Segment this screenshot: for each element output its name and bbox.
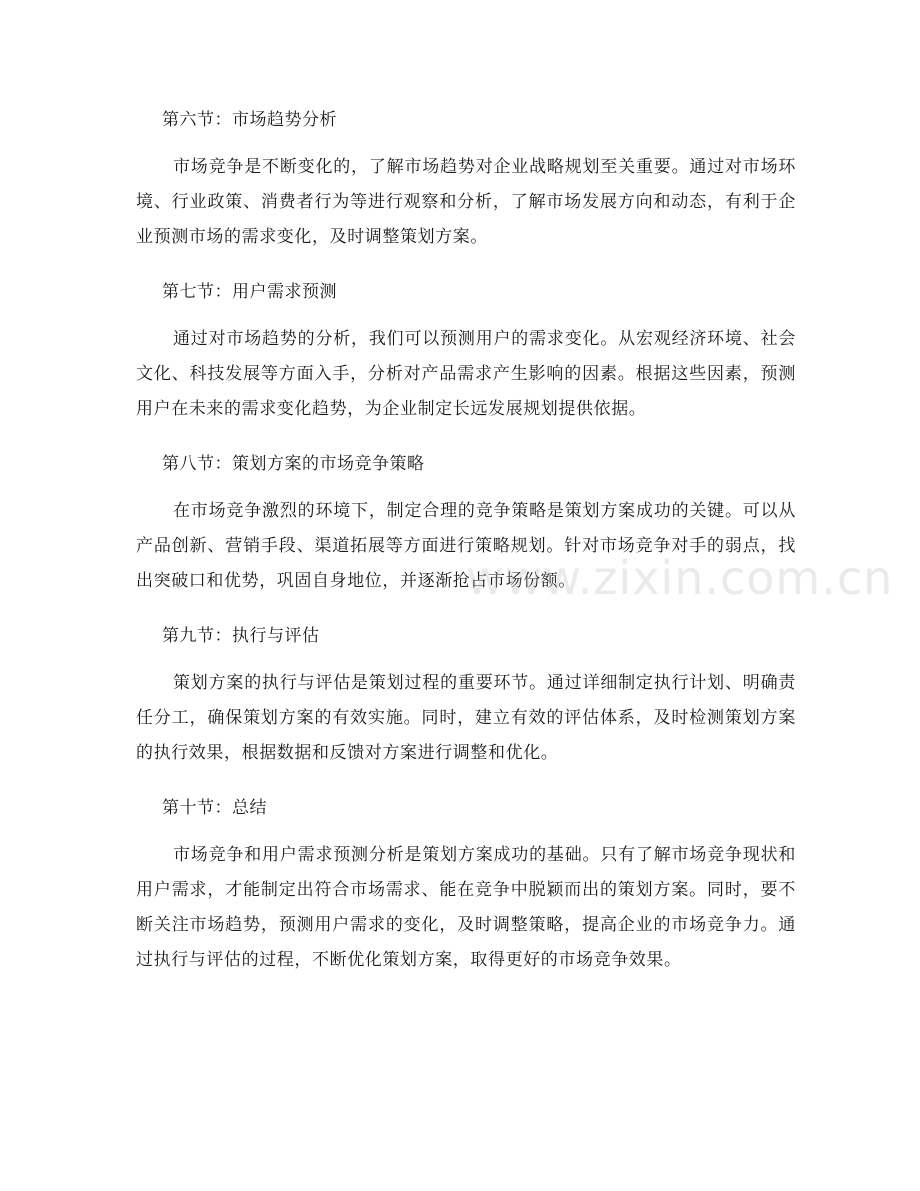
section-paragraph: 在市场竞争激烈的环境下，制定合理的竞争策略是策划方案成功的关键。可以从产品创新、营销手段、渠道拓展等方面进行策略规划。针对市场竞争对手的弱点，找出突破口和优势，巩固自身地位，并逐渐抢占市场份额。 (136, 501, 796, 591)
watermark: www.zixin.com.cn (466, 551, 894, 605)
section-paragraph: 通过对市场趋势的分析，我们可以预测用户的需求变化。从宏观经济环境、社会文化、科技发展等方面入手，分析对产品需求产生影响的因素。根据这些因素，预测用户在未来的需求变化趋势，为企业制定长远发展规划提供依据。 (136, 329, 796, 419)
section-6 (136, 108, 796, 255)
section-heading: 第九节：执行与评估 (162, 626, 320, 646)
section-7 (136, 280, 796, 427)
section-heading: 第八节：策划方案的市场竞争策略 (162, 454, 425, 474)
section-heading: 第七节：用户需求预测 (162, 282, 337, 302)
section-paragraph: 市场竞争是不断变化的，了解市场趋势对企业战略规划至关重要。通过对市场环境、行业政策、消费者行为等进行观察和分析，了解市场发展方向和动态，有利于企业预测市场的需求变化，及时调整策划方案。 (136, 157, 796, 247)
section-9 (136, 624, 796, 771)
section-10 (136, 796, 796, 978)
section-heading: 第六节：市场趋势分析 (162, 110, 337, 130)
section-heading: 第十节：总结 (162, 798, 267, 818)
section-paragraph: 策划方案的执行与评估是策划过程的重要环节。通过详细制定执行计划、明确责任分工，确保策划方案的有效实施。同时，建立有效的评估体系，及时检测策划方案的执行效果，根据数据和反馈对方案进行调整和优化。 (136, 673, 796, 763)
section-paragraph: 市场竞争和用户需求预测分析是策划方案成功的基础。只有了解市场竞争现状和用户需求，才能制定出符合市场需求、能在竞争中脱颖而出的策划方案。同时，要不断关注市场趋势，预测用户需求的变化，及时调整策略，提高企业的市场竞争力。通过执行与评估的过程，不断优化策划方案，取得更好的市场竞争效果。 (136, 845, 796, 970)
